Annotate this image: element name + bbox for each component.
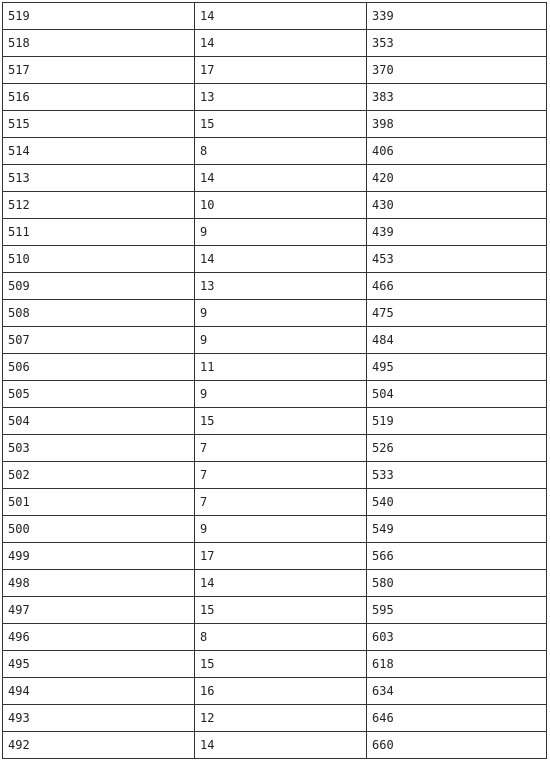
cumulative-cell: 660 bbox=[367, 732, 547, 759]
cumulative-cell: 406 bbox=[367, 138, 547, 165]
table-row bbox=[3, 570, 547, 597]
score-cell: 499 bbox=[3, 543, 195, 570]
score-cell: 505 bbox=[3, 381, 195, 408]
score-cell: 501 bbox=[3, 489, 195, 516]
table-row bbox=[3, 462, 547, 489]
count-cell: 7 bbox=[195, 462, 367, 489]
score-cell: 508 bbox=[3, 300, 195, 327]
score-table bbox=[2, 2, 547, 759]
table-row bbox=[3, 300, 547, 327]
table-row bbox=[3, 489, 547, 516]
table-row bbox=[3, 165, 547, 192]
score-cell: 518 bbox=[3, 30, 195, 57]
score-cell: 504 bbox=[3, 408, 195, 435]
count-cell: 15 bbox=[195, 408, 367, 435]
cumulative-cell: 475 bbox=[367, 300, 547, 327]
cumulative-cell: 540 bbox=[367, 489, 547, 516]
count-cell: 12 bbox=[195, 705, 367, 732]
count-cell: 15 bbox=[195, 111, 367, 138]
score-cell: 493 bbox=[3, 705, 195, 732]
table-row bbox=[3, 381, 547, 408]
score-cell: 517 bbox=[3, 57, 195, 84]
table-row bbox=[3, 3, 547, 30]
cumulative-cell: 526 bbox=[367, 435, 547, 462]
cumulative-cell: 430 bbox=[367, 192, 547, 219]
cumulative-cell: 533 bbox=[367, 462, 547, 489]
table-row bbox=[3, 111, 547, 138]
cumulative-cell: 353 bbox=[367, 30, 547, 57]
table-row bbox=[3, 273, 547, 300]
count-cell: 9 bbox=[195, 327, 367, 354]
table-row bbox=[3, 705, 547, 732]
cumulative-cell: 370 bbox=[367, 57, 547, 84]
score-cell: 519 bbox=[3, 3, 195, 30]
score-cell: 515 bbox=[3, 111, 195, 138]
score-cell: 513 bbox=[3, 165, 195, 192]
count-cell: 14 bbox=[195, 246, 367, 273]
table-row bbox=[3, 408, 547, 435]
cumulative-cell: 618 bbox=[367, 651, 547, 678]
cumulative-cell: 453 bbox=[367, 246, 547, 273]
score-cell: 502 bbox=[3, 462, 195, 489]
score-cell: 495 bbox=[3, 651, 195, 678]
cumulative-cell: 398 bbox=[367, 111, 547, 138]
table-row bbox=[3, 651, 547, 678]
table-row bbox=[3, 57, 547, 84]
table-row bbox=[3, 246, 547, 273]
count-cell: 10 bbox=[195, 192, 367, 219]
count-cell: 13 bbox=[195, 84, 367, 111]
score-cell: 507 bbox=[3, 327, 195, 354]
score-cell: 500 bbox=[3, 516, 195, 543]
count-cell: 7 bbox=[195, 435, 367, 462]
cumulative-cell: 580 bbox=[367, 570, 547, 597]
table-row bbox=[3, 543, 547, 570]
table-row bbox=[3, 624, 547, 651]
score-cell: 511 bbox=[3, 219, 195, 246]
score-cell: 516 bbox=[3, 84, 195, 111]
score-cell: 496 bbox=[3, 624, 195, 651]
table-row bbox=[3, 354, 547, 381]
cumulative-cell: 466 bbox=[367, 273, 547, 300]
count-cell: 7 bbox=[195, 489, 367, 516]
cumulative-cell: 566 bbox=[367, 543, 547, 570]
score-cell: 498 bbox=[3, 570, 195, 597]
cumulative-cell: 495 bbox=[367, 354, 547, 381]
cumulative-cell: 603 bbox=[367, 624, 547, 651]
table-row bbox=[3, 516, 547, 543]
count-cell: 17 bbox=[195, 543, 367, 570]
score-cell: 512 bbox=[3, 192, 195, 219]
table-row bbox=[3, 435, 547, 462]
count-cell: 8 bbox=[195, 138, 367, 165]
score-cell: 509 bbox=[3, 273, 195, 300]
score-table-body bbox=[3, 3, 547, 759]
table-row bbox=[3, 732, 547, 759]
count-cell: 16 bbox=[195, 678, 367, 705]
cumulative-cell: 439 bbox=[367, 219, 547, 246]
table-row bbox=[3, 678, 547, 705]
table-row bbox=[3, 192, 547, 219]
count-cell: 14 bbox=[195, 732, 367, 759]
table-row bbox=[3, 327, 547, 354]
score-cell: 497 bbox=[3, 597, 195, 624]
score-cell: 506 bbox=[3, 354, 195, 381]
count-cell: 14 bbox=[195, 30, 367, 57]
table-row bbox=[3, 219, 547, 246]
count-cell: 9 bbox=[195, 516, 367, 543]
table-row bbox=[3, 30, 547, 57]
cumulative-cell: 595 bbox=[367, 597, 547, 624]
table-row bbox=[3, 84, 547, 111]
cumulative-cell: 519 bbox=[367, 408, 547, 435]
count-cell: 14 bbox=[195, 165, 367, 192]
cumulative-cell: 339 bbox=[367, 3, 547, 30]
count-cell: 11 bbox=[195, 354, 367, 381]
score-cell: 503 bbox=[3, 435, 195, 462]
count-cell: 15 bbox=[195, 597, 367, 624]
count-cell: 9 bbox=[195, 300, 367, 327]
count-cell: 9 bbox=[195, 219, 367, 246]
cumulative-cell: 504 bbox=[367, 381, 547, 408]
count-cell: 17 bbox=[195, 57, 367, 84]
count-cell: 9 bbox=[195, 381, 367, 408]
table-row bbox=[3, 597, 547, 624]
count-cell: 14 bbox=[195, 570, 367, 597]
score-cell: 510 bbox=[3, 246, 195, 273]
cumulative-cell: 484 bbox=[367, 327, 547, 354]
cumulative-cell: 549 bbox=[367, 516, 547, 543]
score-cell: 494 bbox=[3, 678, 195, 705]
cumulative-cell: 634 bbox=[367, 678, 547, 705]
count-cell: 14 bbox=[195, 3, 367, 30]
cumulative-cell: 383 bbox=[367, 84, 547, 111]
cumulative-cell: 420 bbox=[367, 165, 547, 192]
cumulative-cell: 646 bbox=[367, 705, 547, 732]
count-cell: 15 bbox=[195, 651, 367, 678]
table-row bbox=[3, 138, 547, 165]
count-cell: 8 bbox=[195, 624, 367, 651]
count-cell: 13 bbox=[195, 273, 367, 300]
score-cell: 492 bbox=[3, 732, 195, 759]
score-cell: 514 bbox=[3, 138, 195, 165]
